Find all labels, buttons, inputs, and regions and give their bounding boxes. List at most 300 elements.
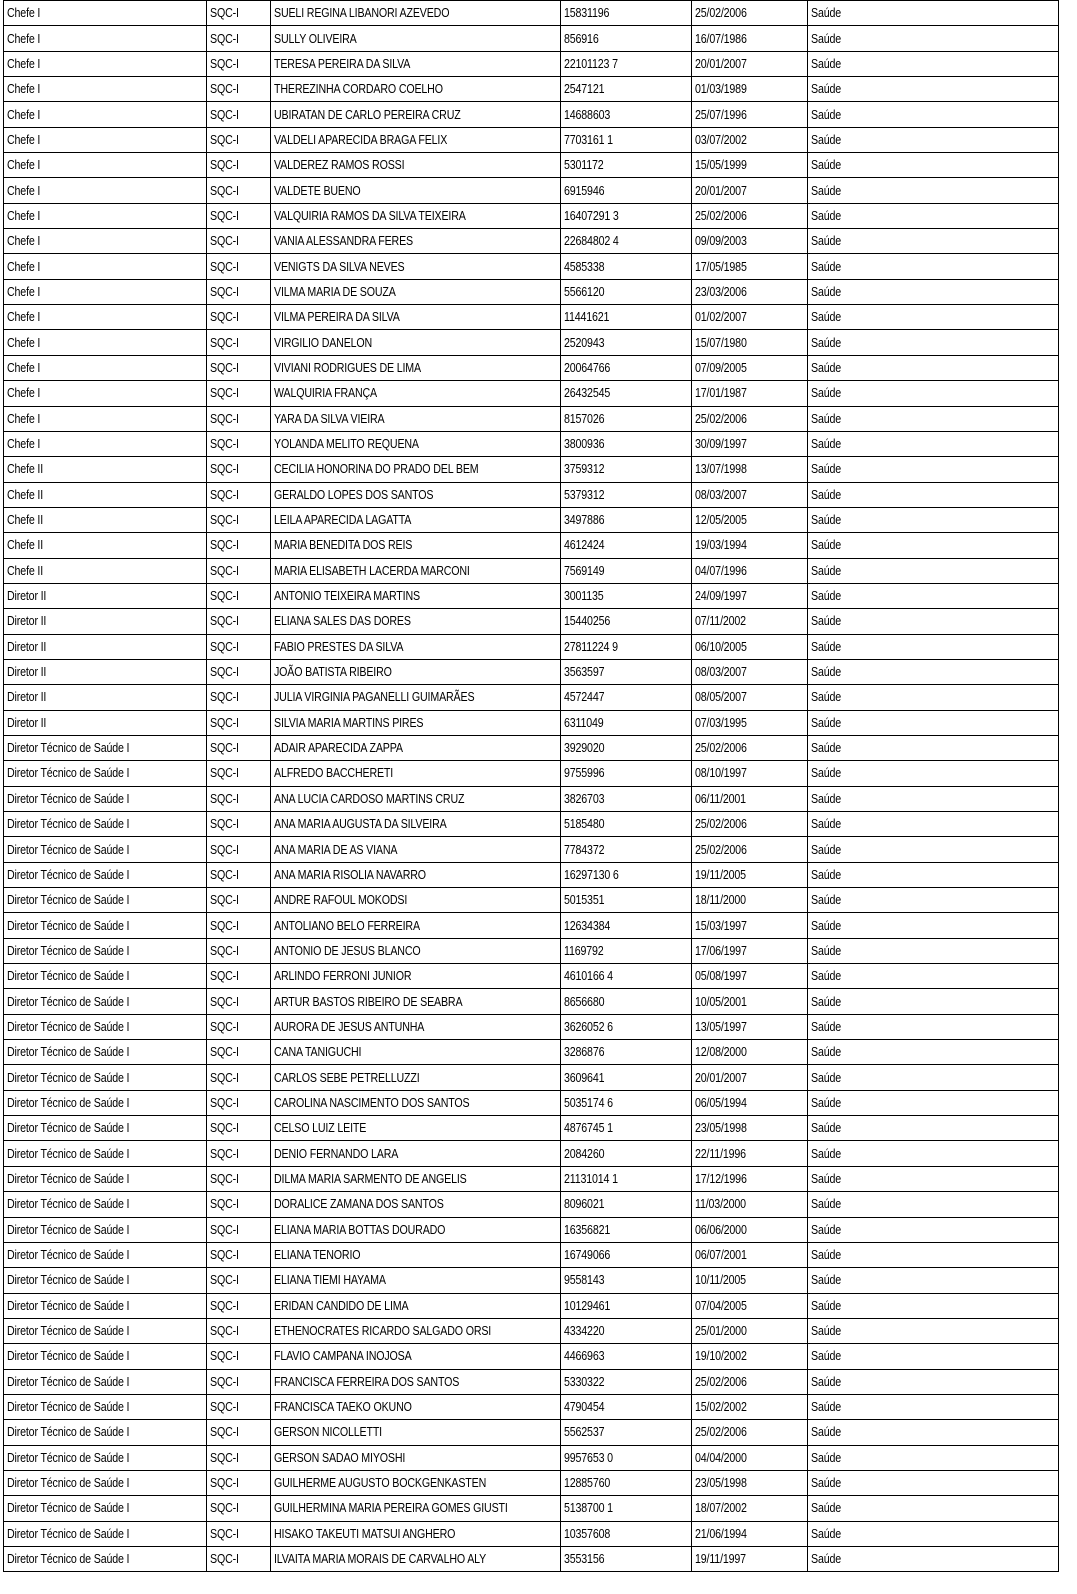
table-row: [4, 102, 1059, 127]
data-text: 25/02/2006: [695, 5, 747, 21]
table-row: [4, 77, 1059, 102]
data-cell: [692, 1217, 808, 1242]
quadro-cell: [207, 812, 271, 837]
rg-cell: [561, 431, 692, 456]
data-cell: [692, 812, 808, 837]
quadro-cell: [207, 51, 271, 76]
pasta-cell: [808, 685, 1059, 710]
rg-cell: [561, 102, 692, 127]
nome-cell: [271, 583, 561, 608]
cargo-cell: [4, 1, 207, 26]
cargo-cell: [4, 1420, 207, 1445]
rg-cell: [561, 1217, 692, 1242]
rg-cell: [561, 1014, 692, 1039]
pasta-text: Saúde: [811, 182, 842, 198]
data-cell: [692, 761, 808, 786]
table-row: [4, 1217, 1059, 1242]
rg-text: 4876745 1: [564, 1120, 613, 1136]
data-text: 16/07/1986: [695, 30, 747, 46]
nome-cell: [271, 685, 561, 710]
pasta-cell: [808, 77, 1059, 102]
cargo-cell: [4, 659, 207, 684]
quadro-cell: [207, 1318, 271, 1343]
table-row: [4, 381, 1059, 406]
rg-text: 5379312: [564, 486, 605, 502]
table-row: [4, 153, 1059, 178]
quadro-cell: [207, 634, 271, 659]
table-row: [4, 1040, 1059, 1065]
data-text: 11/03/2000: [695, 1196, 746, 1212]
nome-cell: [271, 1141, 561, 1166]
nome-text: ARLINDO FERRONI JUNIOR: [274, 968, 412, 984]
cargo-cell: [4, 1445, 207, 1470]
rg-text: 27811224 9: [564, 638, 618, 654]
data-cell: [692, 178, 808, 203]
quadro-text: SQC-I: [210, 1221, 239, 1237]
data-cell: [692, 1318, 808, 1343]
pasta-text: Saúde: [811, 1551, 842, 1567]
rg-text: 4610166 4: [564, 968, 613, 984]
quadro-text: SQC-I: [210, 1348, 239, 1364]
cargo-cell: [4, 710, 207, 735]
rg-cell: [561, 989, 692, 1014]
data-text: 07/03/1995: [695, 714, 747, 730]
table-row: [4, 1521, 1059, 1546]
nome-text: ILVAITA MARIA MORAIS DE CARVALHO ALY: [274, 1551, 487, 1567]
rg-cell: [561, 558, 692, 583]
quadro-cell: [207, 431, 271, 456]
pasta-cell: [808, 305, 1059, 330]
nome-text: FABIO PRESTES DA SILVA: [274, 638, 404, 654]
data-cell: [692, 1141, 808, 1166]
cargo-text: Chefe I: [7, 182, 41, 198]
cargo-text: Diretor Técnico de Saúde I: [7, 1475, 130, 1491]
rg-cell: [561, 938, 692, 963]
table-row: [4, 431, 1059, 456]
pasta-text: Saúde: [811, 1323, 842, 1339]
pasta-text: Saúde: [811, 638, 842, 654]
pasta-cell: [808, 710, 1059, 735]
quadro-text: SQC-I: [210, 1551, 239, 1567]
data-text: 25/02/2006: [695, 740, 747, 756]
quadro-cell: [207, 1192, 271, 1217]
data-text: 25/07/1996: [695, 106, 747, 122]
quadro-cell: [207, 735, 271, 760]
data-text: 17/05/1985: [695, 258, 747, 274]
table-row: [4, 812, 1059, 837]
nome-cell: [271, 178, 561, 203]
table-row: [4, 1394, 1059, 1419]
cargo-cell: [4, 558, 207, 583]
nome-text: VALDELI APARECIDA BRAGA FELIX: [274, 131, 448, 147]
data-cell: [692, 659, 808, 684]
data-cell: [692, 938, 808, 963]
table-row: [4, 406, 1059, 431]
cargo-cell: [4, 381, 207, 406]
quadro-text: SQC-I: [210, 1323, 239, 1339]
cargo-text: Diretor Técnico de Saúde I: [7, 1525, 130, 1541]
quadro-cell: [207, 1268, 271, 1293]
cargo-cell: [4, 989, 207, 1014]
pasta-text: Saúde: [811, 1094, 842, 1110]
quadro-cell: [207, 685, 271, 710]
nome-text: VILMA PEREIRA DA SILVA: [274, 309, 400, 325]
nome-text: ELIANA TENORIO: [274, 1247, 361, 1263]
rg-text: 8656680: [564, 993, 605, 1009]
rg-text: 9755996: [564, 765, 605, 781]
quadro-cell: [207, 229, 271, 254]
quadro-text: SQC-I: [210, 613, 239, 629]
nome-cell: [271, 1242, 561, 1267]
table-row: [4, 1242, 1059, 1267]
quadro-text: SQC-I: [210, 917, 239, 933]
cargo-text: Diretor Técnico de Saúde I: [7, 1399, 130, 1415]
rg-cell: [561, 51, 692, 76]
quadro-cell: [207, 1217, 271, 1242]
data-cell: [692, 913, 808, 938]
cargo-text: Chefe I: [7, 5, 41, 21]
table-row: [4, 26, 1059, 51]
cargo-text: Diretor Técnico de Saúde I: [7, 1551, 130, 1567]
nome-text: VALDEREZ RAMOS ROSSI: [274, 157, 405, 173]
quadro-text: SQC-I: [210, 461, 239, 477]
rg-text: 11441621: [564, 309, 610, 325]
quadro-cell: [207, 381, 271, 406]
data-cell: [692, 26, 808, 51]
quadro-cell: [207, 26, 271, 51]
cargo-cell: [4, 1369, 207, 1394]
quadro-text: SQC-I: [210, 537, 239, 553]
rg-cell: [561, 482, 692, 507]
data-text: 17/01/1987: [695, 385, 747, 401]
cargo-cell: [4, 1166, 207, 1191]
data-cell: [692, 1445, 808, 1470]
pasta-text: Saúde: [811, 1500, 842, 1516]
pasta-text: Saúde: [811, 1373, 842, 1389]
nome-cell: [271, 51, 561, 76]
cargo-cell: [4, 203, 207, 228]
rg-cell: [561, 583, 692, 608]
data-cell: [692, 305, 808, 330]
nome-text: ARTUR BASTOS RIBEIRO DE SEABRA: [274, 993, 463, 1009]
nome-text: GERSON SADAO MIYOSHI: [274, 1449, 406, 1465]
data-cell: [692, 888, 808, 913]
rg-cell: [561, 634, 692, 659]
rg-text: 26432545: [564, 385, 611, 401]
rg-text: 3826703: [564, 790, 605, 806]
rg-cell: [561, 1166, 692, 1191]
nome-cell: [271, 710, 561, 735]
pasta-cell: [808, 913, 1059, 938]
rg-text: 5035174 6: [564, 1094, 613, 1110]
cargo-cell: [4, 26, 207, 51]
quadro-cell: [207, 1445, 271, 1470]
nome-cell: [271, 1217, 561, 1242]
nome-text: GERSON NICOLLETTI: [274, 1424, 382, 1440]
quadro-cell: [207, 913, 271, 938]
data-text: 07/04/2005: [695, 1297, 747, 1313]
data-text: 17/12/1996: [695, 1170, 747, 1186]
cargo-cell: [4, 457, 207, 482]
data-cell: [692, 634, 808, 659]
pasta-cell: [808, 1445, 1059, 1470]
cargo-cell: [4, 685, 207, 710]
quadro-cell: [207, 279, 271, 304]
nome-text: ADAIR APARECIDA ZAPPA: [274, 740, 403, 756]
nome-cell: [271, 1014, 561, 1039]
data-text: 25/02/2006: [695, 841, 747, 857]
table-row: [4, 330, 1059, 355]
quadro-cell: [207, 102, 271, 127]
pasta-text: Saúde: [811, 131, 842, 147]
cargo-text: Diretor Técnico de Saúde I: [7, 1069, 130, 1085]
pasta-text: Saúde: [811, 1399, 842, 1415]
cargo-text: Diretor II: [7, 638, 47, 654]
rg-text: 3553156: [564, 1551, 605, 1567]
rg-text: 5138700 1: [564, 1500, 613, 1516]
data-text: 08/05/2007: [695, 689, 747, 705]
data-cell: [692, 1268, 808, 1293]
quadro-text: SQC-I: [210, 664, 239, 680]
nome-text: GUILHERMINA MARIA PEREIRA GOMES GIUSTI: [274, 1500, 508, 1516]
table-row: [4, 203, 1059, 228]
nome-cell: [271, 1496, 561, 1521]
rg-text: 20064766: [564, 359, 611, 375]
nome-cell: [271, 26, 561, 51]
quadro-cell: [207, 659, 271, 684]
quadro-text: SQC-I: [210, 283, 239, 299]
data-text: 19/11/2005: [695, 866, 746, 882]
pasta-text: Saúde: [811, 790, 842, 806]
rg-text: 2520943: [564, 334, 605, 350]
table-row: [4, 229, 1059, 254]
pasta-cell: [808, 1014, 1059, 1039]
quadro-text: SQC-I: [210, 1297, 239, 1313]
rg-text: 4466963: [564, 1348, 605, 1364]
nome-cell: [271, 1369, 561, 1394]
pasta-cell: [808, 1141, 1059, 1166]
nome-cell: [271, 1, 561, 26]
nome-text: ANTONIO DE JESUS BLANCO: [274, 942, 421, 958]
cargo-cell: [4, 1090, 207, 1115]
cargo-text: Diretor Técnico de Saúde I: [7, 1247, 130, 1263]
data-cell: [692, 1394, 808, 1419]
data-text: 18/07/2002: [695, 1500, 747, 1516]
table-row: [4, 457, 1059, 482]
pasta-cell: [808, 1, 1059, 26]
data-text: 25/02/2006: [695, 207, 747, 223]
pasta-text: Saúde: [811, 1170, 842, 1186]
pasta-text: Saúde: [811, 1221, 842, 1237]
quadro-text: SQC-I: [210, 157, 239, 173]
nome-text: SUELI REGINA LIBANORI AZEVEDO: [274, 5, 450, 21]
rg-cell: [561, 330, 692, 355]
rg-text: 3800936: [564, 436, 605, 452]
rg-cell: [561, 381, 692, 406]
nome-text: UBIRATAN DE CARLO PEREIRA CRUZ: [274, 106, 461, 122]
quadro-text: SQC-I: [210, 1272, 239, 1288]
nome-cell: [271, 761, 561, 786]
data-cell: [692, 431, 808, 456]
cargo-cell: [4, 431, 207, 456]
quadro-cell: [207, 888, 271, 913]
nome-cell: [271, 558, 561, 583]
nome-cell: [271, 1394, 561, 1419]
nome-cell: [271, 1065, 561, 1090]
quadro-cell: [207, 1470, 271, 1495]
quadro-text: SQC-I: [210, 740, 239, 756]
data-cell: [692, 355, 808, 380]
cargo-cell: [4, 735, 207, 760]
nome-cell: [271, 1546, 561, 1571]
rg-text: 7784372: [564, 841, 605, 857]
quadro-text: SQC-I: [210, 258, 239, 274]
cargo-text: Chefe I: [7, 30, 41, 46]
quadro-text: SQC-I: [210, 106, 239, 122]
cargo-text: Diretor Técnico de Saúde I: [7, 1221, 130, 1237]
rg-text: 15831196: [564, 5, 610, 21]
data-text: 30/09/1997: [695, 436, 747, 452]
cargo-text: Diretor Técnico de Saúde I: [7, 866, 130, 882]
table-row: [4, 786, 1059, 811]
data-text: 25/01/2000: [695, 1323, 747, 1339]
data-cell: [692, 1192, 808, 1217]
pasta-cell: [808, 26, 1059, 51]
data-text: 03/07/2002: [695, 131, 747, 147]
cargo-text: Chefe I: [7, 233, 41, 249]
pasta-text: Saúde: [811, 892, 842, 908]
pasta-text: Saúde: [811, 81, 842, 97]
quadro-cell: [207, 406, 271, 431]
cargo-cell: [4, 812, 207, 837]
data-cell: [692, 685, 808, 710]
pasta-text: Saúde: [811, 1424, 842, 1440]
cargo-cell: [4, 786, 207, 811]
table-row: [4, 1546, 1059, 1571]
nome-text: ANA MARIA AUGUSTA DA SILVEIRA: [274, 816, 447, 832]
pasta-text: Saúde: [811, 613, 842, 629]
quadro-cell: [207, 558, 271, 583]
quadro-text: SQC-I: [210, 942, 239, 958]
cargo-text: Diretor Técnico de Saúde I: [7, 1297, 130, 1313]
data-text: 23/03/2006: [695, 283, 747, 299]
pasta-cell: [808, 1470, 1059, 1495]
quadro-cell: [207, 609, 271, 634]
data-cell: [692, 330, 808, 355]
data-cell: [692, 1040, 808, 1065]
nome-text: FRANCISCA FERREIRA DOS SANTOS: [274, 1373, 460, 1389]
table-row: [4, 355, 1059, 380]
table-row: [4, 1166, 1059, 1191]
cargo-cell: [4, 330, 207, 355]
nome-text: CANA TANIGUCHI: [274, 1044, 362, 1060]
table-row: [4, 1420, 1059, 1445]
pasta-cell: [808, 735, 1059, 760]
pasta-text: Saúde: [811, 5, 842, 21]
quadro-cell: [207, 1521, 271, 1546]
cargo-text: Chefe I: [7, 55, 41, 71]
data-text: 08/03/2007: [695, 664, 747, 680]
quadro-text: SQC-I: [210, 233, 239, 249]
nome-text: CAROLINA NASCIMENTO DOS SANTOS: [274, 1094, 470, 1110]
quadro-text: SQC-I: [210, 765, 239, 781]
nome-text: FRANCISCA TAEKO OKUNO: [274, 1399, 412, 1415]
nome-cell: [271, 1268, 561, 1293]
nome-text: ELIANA MARIA BOTTAS DOURADO: [274, 1221, 446, 1237]
cargo-cell: [4, 583, 207, 608]
table-row: [4, 533, 1059, 558]
data-cell: [692, 153, 808, 178]
data-cell: [692, 989, 808, 1014]
cargo-text: Chefe I: [7, 359, 41, 375]
cargo-text: Chefe I: [7, 283, 41, 299]
rg-text: 2547121: [564, 81, 605, 97]
quadro-cell: [207, 1242, 271, 1267]
rg-cell: [561, 761, 692, 786]
pasta-text: Saúde: [811, 512, 842, 528]
quadro-text: SQC-I: [210, 1247, 239, 1263]
nome-text: ANTOLIANO BELO FERREIRA: [274, 917, 420, 933]
data-text: 25/02/2006: [695, 410, 747, 426]
table-row: [4, 964, 1059, 989]
rg-cell: [561, 1318, 692, 1343]
pasta-cell: [808, 1521, 1059, 1546]
pasta-cell: [808, 609, 1059, 634]
pasta-cell: [808, 1394, 1059, 1419]
pasta-cell: [808, 812, 1059, 837]
pasta-text: Saúde: [811, 1145, 842, 1161]
quadro-cell: [207, 710, 271, 735]
rg-text: 5185480: [564, 816, 605, 832]
nome-text: AURORA DE JESUS ANTUNHA: [274, 1018, 425, 1034]
rg-text: 22684802 4: [564, 233, 619, 249]
nome-cell: [271, 482, 561, 507]
data-text: 18/11/2000: [695, 892, 746, 908]
nome-text: VALQUIRIA RAMOS DA SILVA TEIXEIRA: [274, 207, 466, 223]
quadro-text: SQC-I: [210, 816, 239, 832]
pasta-cell: [808, 102, 1059, 127]
cargo-text: Chefe II: [7, 562, 44, 578]
pasta-cell: [808, 279, 1059, 304]
pasta-text: Saúde: [811, 258, 842, 274]
quadro-text: SQC-I: [210, 714, 239, 730]
pasta-text: Saúde: [811, 334, 842, 350]
cargo-text: Chefe II: [7, 461, 44, 477]
cargo-text: Chefe I: [7, 410, 41, 426]
pasta-cell: [808, 761, 1059, 786]
pasta-text: Saúde: [811, 1018, 842, 1034]
quadro-cell: [207, 153, 271, 178]
data-cell: [692, 1090, 808, 1115]
data-text: 19/11/1997: [695, 1551, 746, 1567]
rg-cell: [561, 710, 692, 735]
data-cell: [692, 1242, 808, 1267]
quadro-cell: [207, 127, 271, 152]
quadro-text: SQC-I: [210, 436, 239, 452]
cargo-text: Diretor II: [7, 588, 47, 604]
data-cell: [692, 102, 808, 127]
pasta-cell: [808, 862, 1059, 887]
data-text: 06/06/2000: [695, 1221, 747, 1237]
quadro-text: SQC-I: [210, 385, 239, 401]
data-text: 19/10/2002: [695, 1348, 747, 1364]
pasta-cell: [808, 355, 1059, 380]
cargo-text: Chefe I: [7, 258, 41, 274]
rg-cell: [561, 913, 692, 938]
quadro-text: SQC-I: [210, 486, 239, 502]
rg-cell: [561, 1, 692, 26]
nome-text: TERESA PEREIRA DA SILVA: [274, 55, 411, 71]
